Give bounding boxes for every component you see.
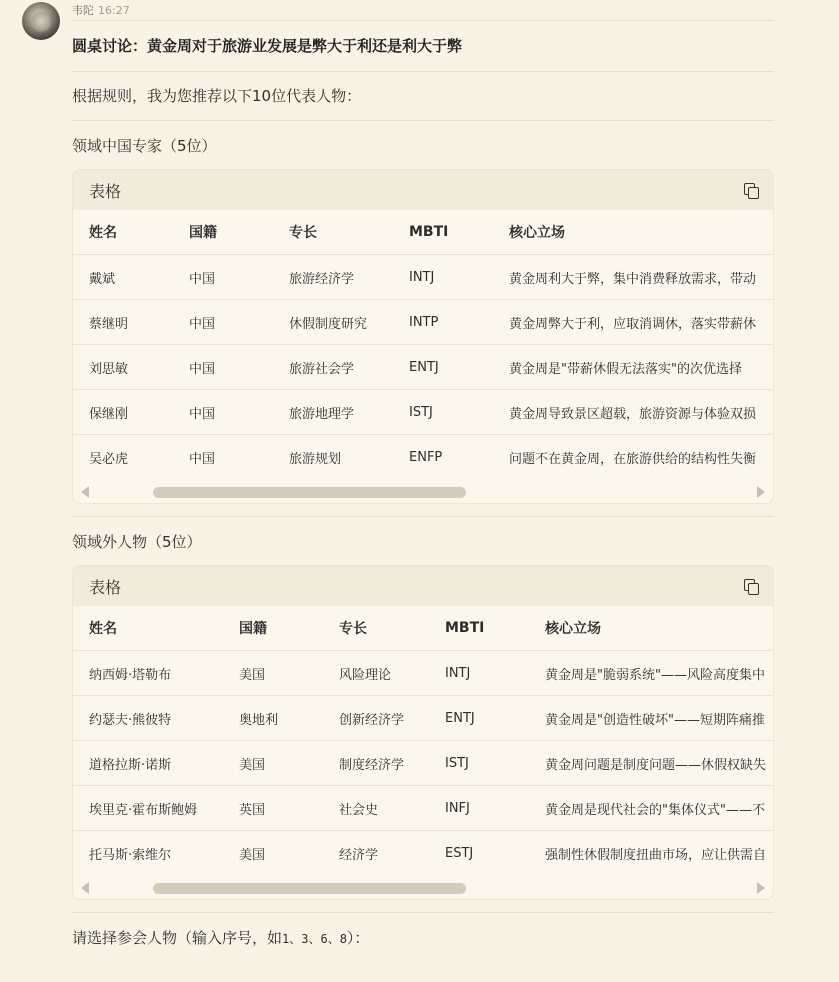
- table-card-domain-experts: [72, 169, 774, 504]
- cell-mbti: ENTJ: [393, 345, 493, 390]
- cell-name: 保继刚: [73, 390, 173, 435]
- scrollbar-thumb[interactable]: [153, 487, 466, 498]
- cell-specialty: 休假制度研究: [273, 300, 393, 345]
- cell-specialty: 社会史: [323, 786, 429, 831]
- sender-info: [72, 2, 130, 18]
- column-header-stance: 核心立场: [493, 210, 773, 255]
- cell-stance: 黄金周是"创造性破坏"——短期阵痛推: [529, 696, 773, 741]
- table-row: [73, 696, 773, 741]
- table-viewport[interactable]: [73, 210, 773, 479]
- cell-specialty: 经济学: [339, 847, 379, 863]
- table-row: [73, 345, 773, 390]
- cell-nationality: 美国: [223, 651, 323, 696]
- discussion-heading: 圆桌讨论：黄金周对于旅游业发展是弊大于利还是利大于弊: [72, 37, 463, 55]
- cell-name: 戴斌: [73, 255, 173, 300]
- cell-nationality: 中国: [173, 255, 273, 300]
- cell-name: 刘思敏: [73, 345, 173, 390]
- table-row: [73, 651, 773, 696]
- cell-specialty: 旅游规划: [289, 451, 342, 467]
- cell-stance: 黄金周是"脆弱系统"——风险高度集中: [529, 651, 773, 696]
- table-row: [73, 390, 773, 435]
- cell-specialty: 旅游地理学: [273, 390, 393, 435]
- sender-name: 韦陀: [72, 4, 94, 17]
- column-header-mbti: MBTI: [429, 606, 529, 651]
- cell-stance: 黄金周利大于弊，集中消费释放需求，带动: [493, 255, 773, 300]
- column-header-specialty: 专长: [273, 210, 393, 255]
- scroll-left-arrow-icon[interactable]: [81, 486, 89, 498]
- cell-nationality: 英国: [223, 786, 323, 831]
- cell-mbti: ENTJ: [429, 696, 529, 741]
- scroll-right-arrow-icon[interactable]: [757, 882, 765, 894]
- table-header-row: [73, 210, 773, 255]
- cell-mbti: INFJ: [429, 786, 529, 831]
- cell-specialty: 旅游经济学: [273, 255, 393, 300]
- scroll-right-arrow-icon[interactable]: [757, 486, 765, 498]
- prompt-text: 请选择参会人物（输入序号，如: [72, 929, 283, 947]
- prompt-suffix: ）：: [346, 929, 370, 947]
- cell-mbti: INTP: [393, 300, 493, 345]
- table-card-header: [73, 170, 773, 210]
- cell-nationality: 美国: [223, 741, 323, 786]
- table-card-label: 表格: [89, 181, 122, 201]
- cell-name: 约瑟夫·熊彼特: [73, 696, 223, 741]
- table-card-label: 表格: [89, 577, 122, 597]
- cell-mbti: INTJ: [429, 651, 529, 696]
- horizontal-scrollbar[interactable]: [73, 875, 773, 899]
- cell-nationality: 奥地利: [223, 696, 323, 741]
- table-row: [73, 435, 773, 480]
- section-title-domain-experts: 领域中国专家（5位）: [72, 137, 217, 155]
- cell-specialty: 旅游社会学: [273, 345, 393, 390]
- column-header-mbti: MBTI: [393, 210, 493, 255]
- table-row: [73, 255, 773, 300]
- cell-nationality: 中国: [173, 300, 273, 345]
- cell-mbti: INTJ: [393, 255, 493, 300]
- cell-stance: 黄金周问题是制度问题——休假权缺失: [529, 741, 773, 786]
- cell-name: 道格拉斯·诺斯: [73, 741, 223, 786]
- intro-text: 根据规则，我为您推荐以下10位代表人物：: [72, 87, 362, 105]
- column-header-name: 姓名: [73, 210, 173, 255]
- table-viewport[interactable]: [73, 606, 773, 875]
- copy-icon[interactable]: [743, 182, 759, 198]
- cell-name: 吴必虎: [89, 451, 129, 467]
- cell-mbti: ESTJ: [445, 845, 474, 861]
- table-row: [73, 786, 773, 831]
- cell-specialty: 创新经济学: [323, 696, 429, 741]
- prompt-example: 1、3、6、8: [282, 932, 347, 946]
- table-row: [73, 741, 773, 786]
- cell-stance: 黄金周导致景区超载，旅游资源与体验双损: [493, 390, 773, 435]
- cell-name: 纳西姆·塔勒布: [73, 651, 223, 696]
- message-time: 16:27: [98, 4, 130, 17]
- section-title-outside-figures: 领域外人物（5位）: [72, 533, 202, 551]
- horizontal-scrollbar[interactable]: [73, 479, 773, 503]
- cell-stance: 黄金周是"带薪休假无法落实"的次优选择: [493, 345, 773, 390]
- outside-figures-table: [73, 606, 773, 875]
- column-header-name: 姓名: [73, 606, 223, 651]
- scroll-left-arrow-icon[interactable]: [81, 882, 89, 894]
- selection-prompt: [72, 913, 774, 963]
- scrollbar-thumb[interactable]: [153, 883, 466, 894]
- cell-name: 蔡继明: [73, 300, 173, 345]
- avatar[interactable]: [22, 2, 60, 40]
- cell-stance: 黄金周是现代社会的"集体仪式"——不: [529, 786, 773, 831]
- cell-stance: 问题不在黄金周，在旅游供给的结构性失衡: [509, 451, 757, 467]
- cell-nationality: 中国: [173, 390, 273, 435]
- cell-mbti: ISTJ: [393, 390, 493, 435]
- cell-stance: 黄金周弊大于利，应取消调休，落实带薪休: [493, 300, 773, 345]
- table-card-header: [73, 566, 773, 606]
- copy-icon[interactable]: [743, 578, 759, 594]
- column-header-nationality: 国籍: [173, 210, 273, 255]
- cell-specialty: 制度经济学: [323, 741, 429, 786]
- cell-name: 托马斯·索维尔: [89, 847, 172, 863]
- column-header-specialty: 专长: [323, 606, 429, 651]
- cell-specialty: 风险理论: [323, 651, 429, 696]
- table-row: [73, 831, 773, 876]
- cell-nationality: 中国: [173, 345, 273, 390]
- cell-name: 埃里克·霍布斯鲍姆: [73, 786, 223, 831]
- column-header-stance: 核心立场: [529, 606, 773, 651]
- column-header-nationality: 国籍: [223, 606, 323, 651]
- table-card-outside-figures: [72, 565, 774, 900]
- cell-nationality: 中国: [189, 451, 216, 467]
- cell-stance: 强制性休假制度扭曲市场，应让供需自: [545, 847, 767, 863]
- cell-mbti: ENFP: [409, 449, 443, 465]
- table-header-row: [73, 606, 773, 651]
- experts-table: [73, 210, 773, 479]
- message-body: [72, 20, 774, 963]
- table-row: [73, 300, 773, 345]
- cell-nationality: 美国: [239, 847, 266, 863]
- cell-mbti: ISTJ: [429, 741, 529, 786]
